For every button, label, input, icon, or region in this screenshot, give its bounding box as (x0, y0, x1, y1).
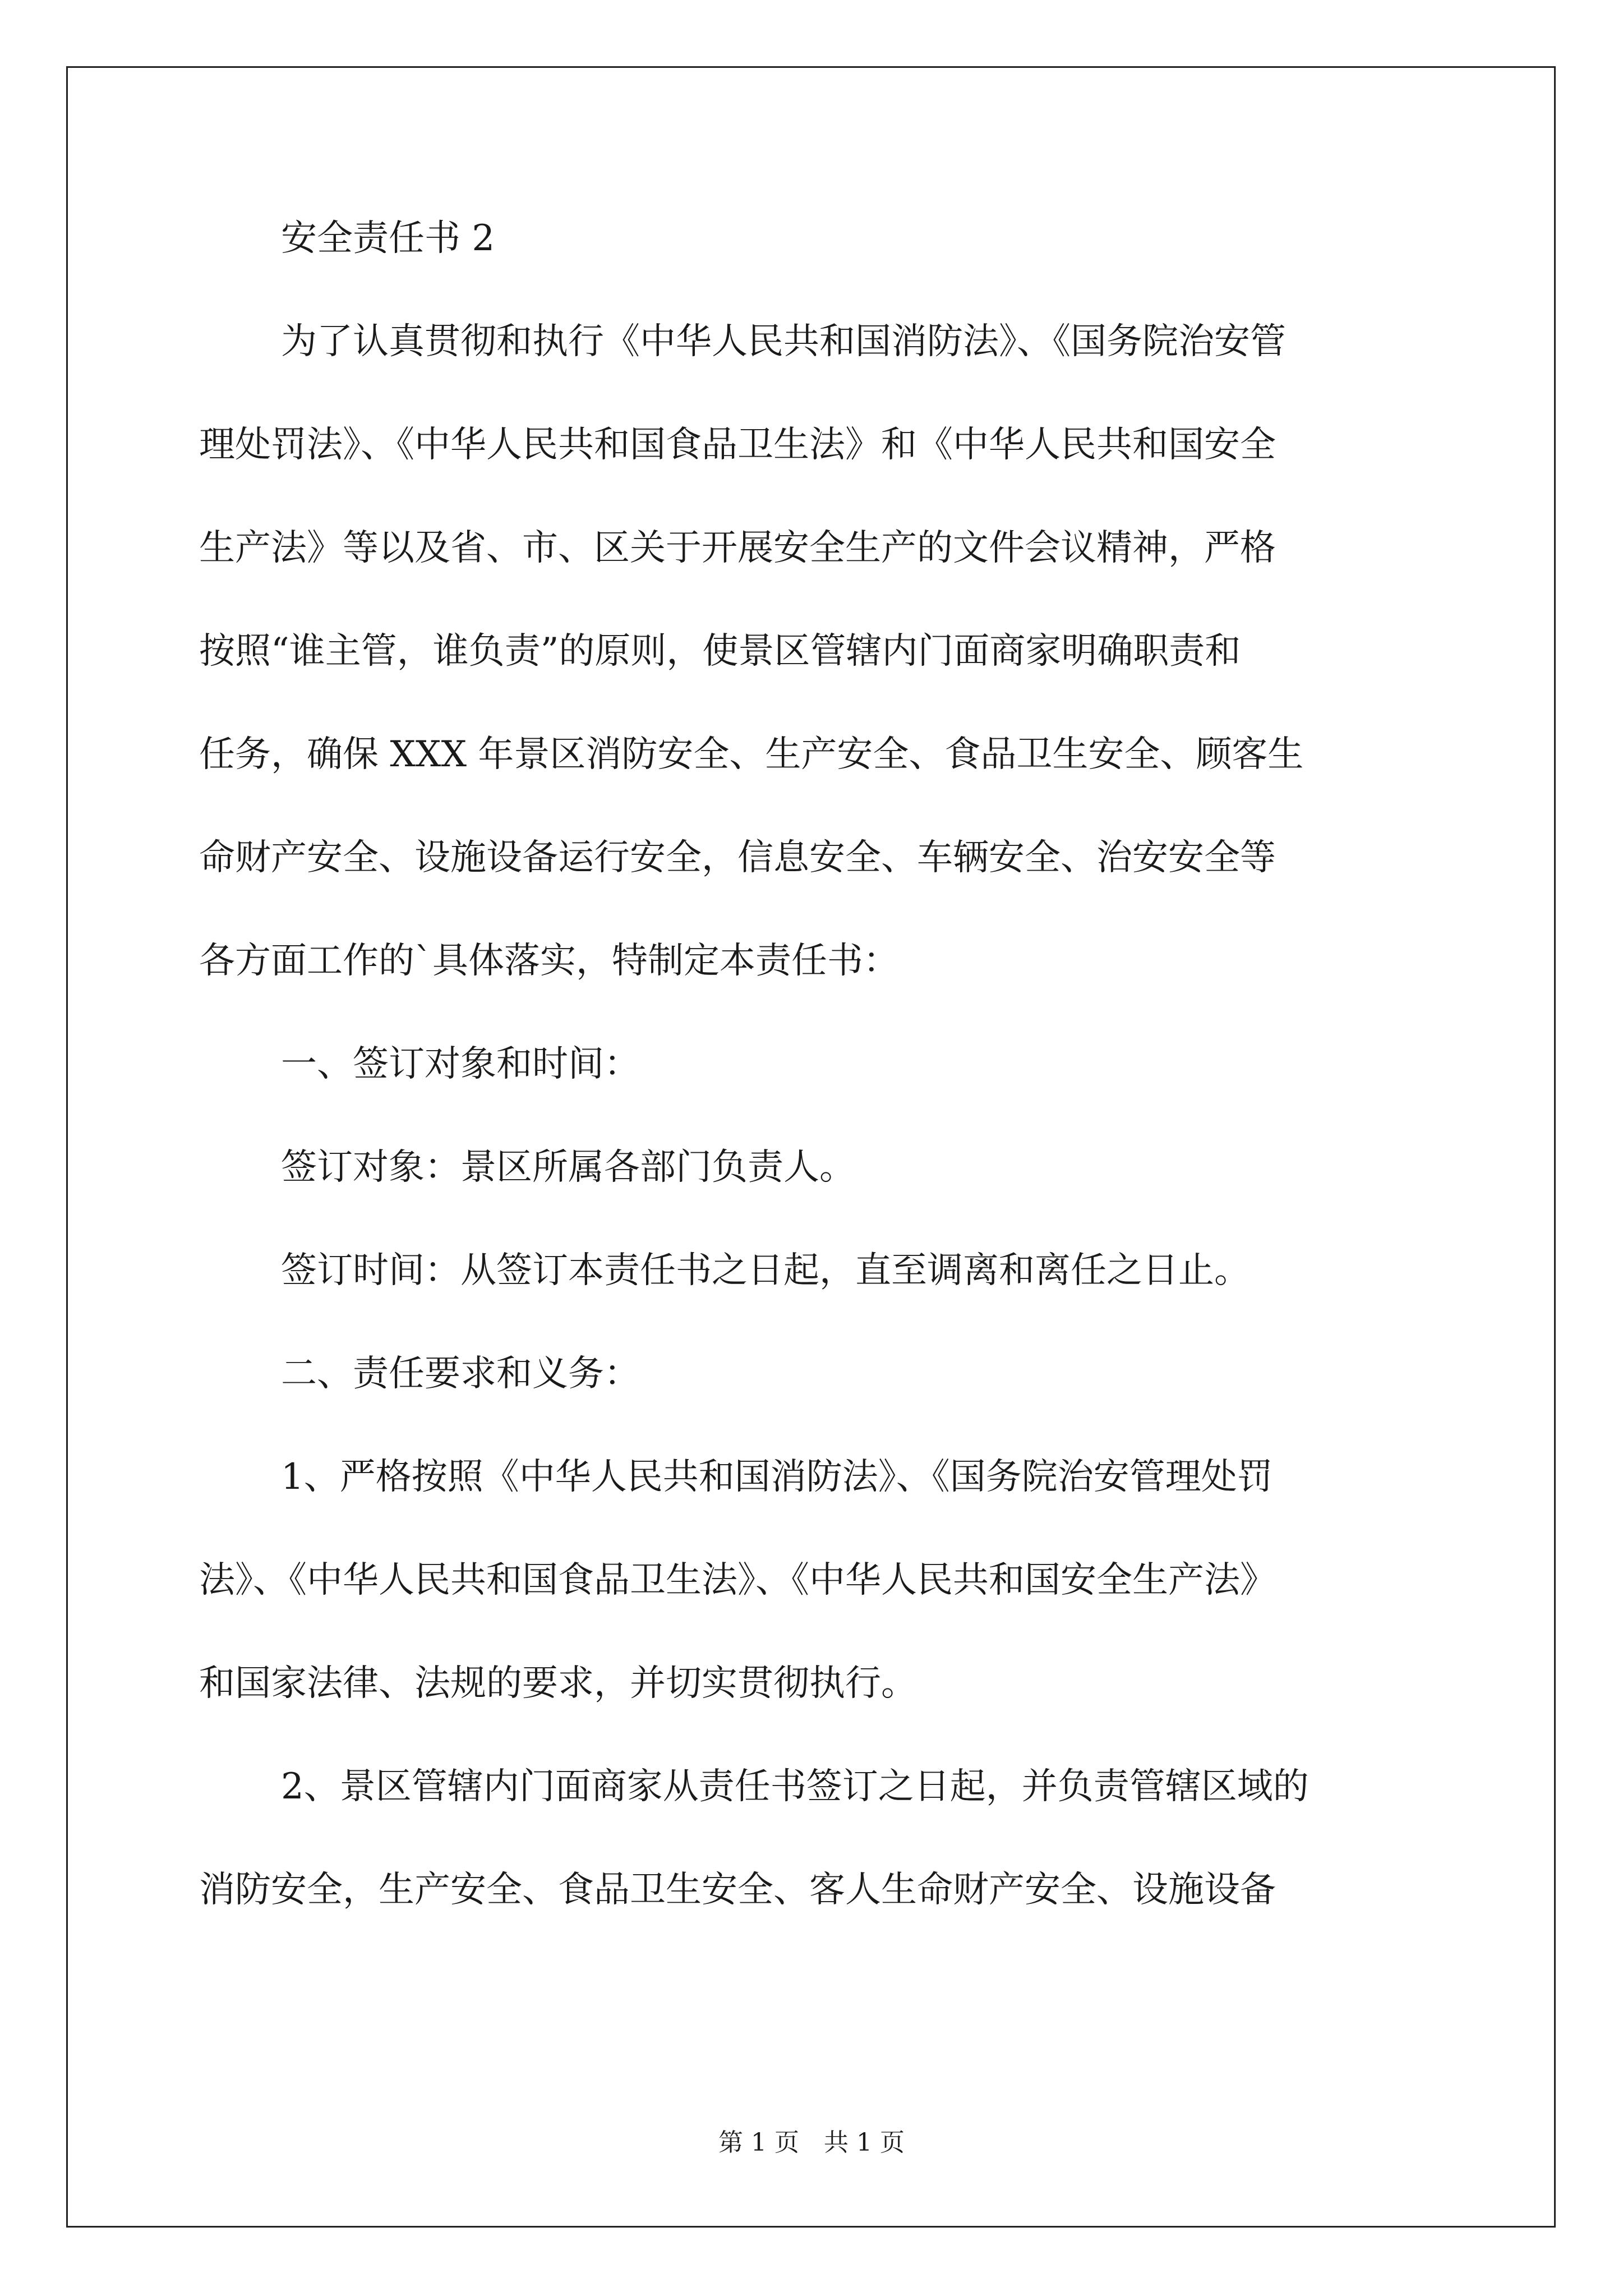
paragraph-line: 消防安全，生产安全、食品卫生安全、客人生命财产安全、设施设备 (199, 1869, 1276, 1911)
paragraph-line: 2、景区管辖内门面商家从责任书签订之日起，并负责管辖区域的 (281, 1766, 1309, 1807)
paragraph-line: 签订时间：从签订本责任书之日起，直至调离和离任之日止。 (281, 1250, 1250, 1291)
paragraph-line: 各方面工作的`具体落实，特制定本责任书： (199, 940, 899, 982)
section-heading: 二、责任要求和义务： (281, 1353, 640, 1395)
paragraph-line: 为了认真贯彻和执行《中华人民共和国消防法》、《国务院治安管 (281, 321, 1286, 362)
paragraph-line: 法》、《中华人民共和国食品卫生法》、《中华人民共和国安全生产法》 (199, 1559, 1276, 1601)
paragraph-line: 1、严格按照《中华人民共和国消防法》、《国务院治安管理处罚 (281, 1456, 1273, 1498)
paragraph-line: 按照“谁主管，谁负责”的原则，使景区管辖内门面商家明确职责和 (199, 631, 1241, 672)
page-footer: 第 1 页 共 1 页 (718, 2128, 905, 2157)
paragraph-line: 命财产安全、设施设备运行安全，信息安全、车辆安全、治安安全等 (199, 837, 1276, 878)
paragraph-line: 生产法》等以及省、市、区关于开展安全生产的文件会议精神，严格 (199, 527, 1276, 569)
paragraph-line: 理处罚法》、《中华人民共和国食品卫生法》和《中华人民共和国安全 (199, 424, 1276, 466)
paragraph-line: 和国家法律、法规的要求，并切实贯彻执行。 (199, 1663, 917, 1704)
section-heading: 一、签订对象和时间： (281, 1043, 640, 1085)
paragraph-line: 签订对象：景区所属各部门负责人。 (281, 1147, 855, 1188)
document-title: 安全责任书 2 (281, 218, 495, 259)
paragraph-line: 任务，确保 XXX 年景区消防安全、生产安全、食品卫生安全、顾客生 (199, 734, 1304, 775)
